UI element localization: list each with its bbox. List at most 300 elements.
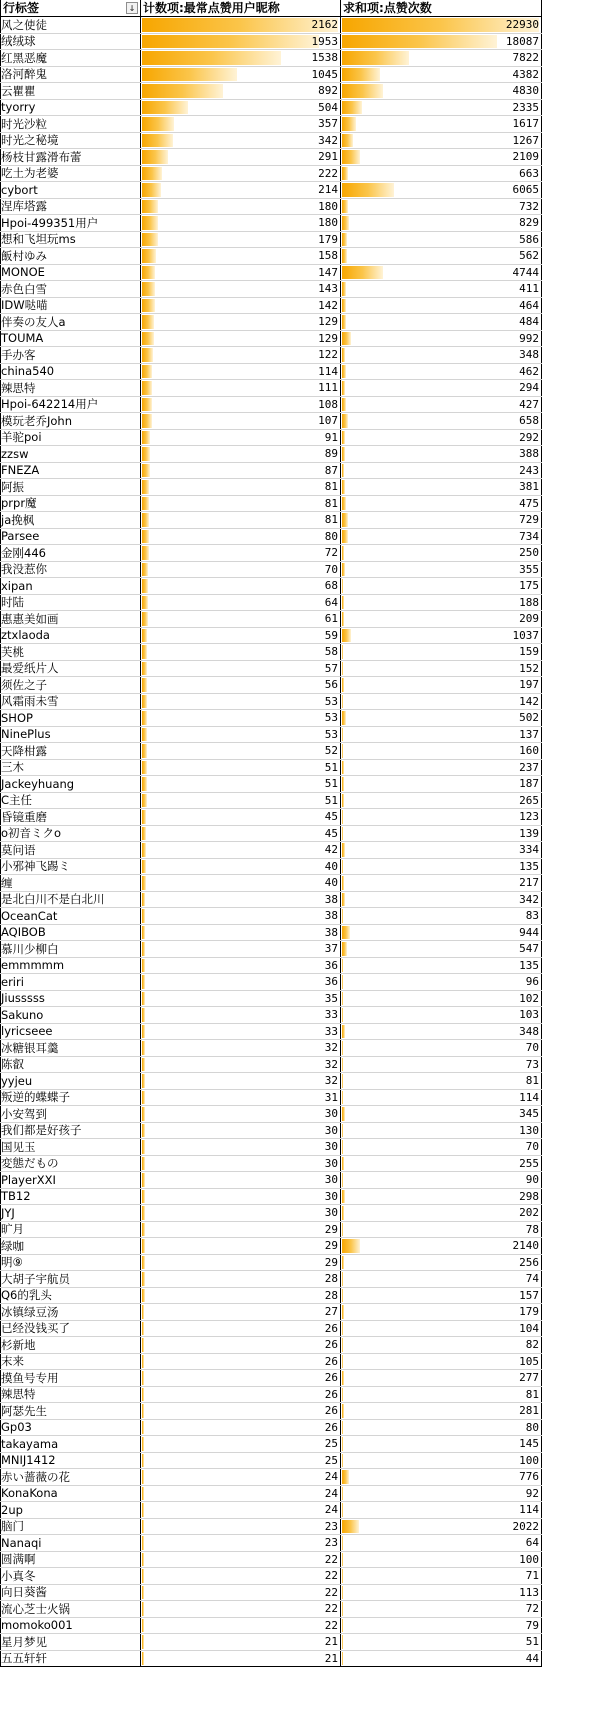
count-value-cell[interactable] xyxy=(141,495,341,512)
sum-value-cell[interactable] xyxy=(341,1601,542,1618)
table-row[interactable] xyxy=(1,1073,542,1090)
sum-value-cell[interactable] xyxy=(341,1634,542,1651)
sum-value-cell[interactable] xyxy=(341,1584,542,1601)
count-value-cell[interactable] xyxy=(141,1403,341,1420)
table-row[interactable] xyxy=(1,842,542,859)
count-value-cell[interactable] xyxy=(141,1023,341,1040)
table-row[interactable] xyxy=(1,1320,542,1337)
sum-value-cell[interactable] xyxy=(341,1436,542,1453)
table-row[interactable] xyxy=(1,1452,542,1469)
sum-value-cell[interactable] xyxy=(341,330,542,347)
count-value-cell[interactable] xyxy=(141,1271,341,1288)
row-label-cell[interactable]: NinePlus xyxy=(1,726,141,743)
sum-value-cell[interactable] xyxy=(341,1617,542,1634)
row-label-cell[interactable]: 大胡子宇航员 xyxy=(1,1271,141,1288)
table-row[interactable] xyxy=(1,347,542,364)
count-value-cell[interactable] xyxy=(141,1106,341,1123)
sum-value-cell[interactable] xyxy=(341,363,542,380)
sum-value-cell[interactable] xyxy=(341,1122,542,1139)
count-value-cell[interactable] xyxy=(141,1089,341,1106)
count-value-cell[interactable] xyxy=(141,50,341,67)
table-row[interactable] xyxy=(1,248,542,265)
table-row[interactable] xyxy=(1,924,542,941)
table-row[interactable] xyxy=(1,578,542,595)
count-value-cell[interactable] xyxy=(141,1436,341,1453)
row-label-cell[interactable]: 绒绒球 xyxy=(1,33,141,50)
count-value-cell[interactable] xyxy=(141,875,341,892)
count-value-cell[interactable] xyxy=(141,1584,341,1601)
table-row[interactable] xyxy=(1,545,542,562)
row-label-cell[interactable]: 旷月 xyxy=(1,1221,141,1238)
table-row[interactable] xyxy=(1,297,542,314)
count-value-cell[interactable] xyxy=(141,1287,341,1304)
sum-value-cell[interactable] xyxy=(341,83,542,100)
count-value-cell[interactable] xyxy=(141,1601,341,1618)
count-value-cell[interactable] xyxy=(141,627,341,644)
sum-value-cell[interactable] xyxy=(341,1403,542,1420)
row-label-cell[interactable]: prpr魔 xyxy=(1,495,141,512)
table-row[interactable] xyxy=(1,50,542,67)
count-value-cell[interactable] xyxy=(141,429,341,446)
sum-value-cell[interactable] xyxy=(341,479,542,496)
sum-value-cell[interactable] xyxy=(341,66,542,83)
row-label-cell[interactable]: TOUMA xyxy=(1,330,141,347)
table-row[interactable] xyxy=(1,17,542,34)
table-row[interactable] xyxy=(1,314,542,331)
table-row[interactable] xyxy=(1,1403,542,1420)
count-value-cell[interactable] xyxy=(141,1535,341,1552)
table-row[interactable] xyxy=(1,677,542,694)
row-label-cell[interactable]: lyricseee xyxy=(1,1023,141,1040)
table-row[interactable] xyxy=(1,281,542,298)
table-row[interactable] xyxy=(1,1386,542,1403)
sum-value-cell[interactable] xyxy=(341,495,542,512)
sum-value-cell[interactable] xyxy=(341,1056,542,1073)
table-row[interactable] xyxy=(1,149,542,166)
row-label-cell[interactable]: 阿瑟先生 xyxy=(1,1403,141,1420)
row-label-cell[interactable]: 时光沙粒 xyxy=(1,116,141,133)
row-label-cell[interactable]: 小安驾到 xyxy=(1,1106,141,1123)
row-label-cell[interactable]: 须佐之子 xyxy=(1,677,141,694)
row-label-cell[interactable]: PlayerXXI xyxy=(1,1172,141,1189)
table-row[interactable] xyxy=(1,1518,542,1535)
sum-value-cell[interactable] xyxy=(341,693,542,710)
sum-value-cell[interactable] xyxy=(341,1205,542,1222)
row-label-cell[interactable]: 时光之秘境 xyxy=(1,132,141,149)
row-label-cell[interactable]: o初音ミクo xyxy=(1,825,141,842)
table-row[interactable] xyxy=(1,528,542,545)
sum-value-cell[interactable] xyxy=(341,990,542,1007)
table-row[interactable] xyxy=(1,825,542,842)
count-value-cell[interactable] xyxy=(141,1221,341,1238)
table-row[interactable] xyxy=(1,1023,542,1040)
sum-value-cell[interactable] xyxy=(341,231,542,248)
count-value-cell[interactable] xyxy=(141,248,341,265)
sum-value-cell[interactable] xyxy=(341,677,542,694)
count-value-cell[interactable] xyxy=(141,677,341,694)
row-label-cell[interactable]: tyorry xyxy=(1,99,141,116)
count-value-cell[interactable] xyxy=(141,198,341,215)
count-value-cell[interactable] xyxy=(141,792,341,809)
sum-value-cell[interactable] xyxy=(341,875,542,892)
row-label-cell[interactable]: 変態だもの xyxy=(1,1155,141,1172)
count-value-cell[interactable] xyxy=(141,660,341,677)
row-label-cell[interactable]: MONOE xyxy=(1,264,141,281)
sum-value-cell[interactable] xyxy=(341,314,542,331)
sum-value-cell[interactable] xyxy=(341,149,542,166)
sum-value-cell[interactable] xyxy=(341,974,542,991)
count-value-cell[interactable] xyxy=(141,479,341,496)
count-value-cell[interactable] xyxy=(141,924,341,941)
sum-value-cell[interactable] xyxy=(341,1172,542,1189)
sum-value-cell[interactable] xyxy=(341,264,542,281)
sum-value-cell[interactable] xyxy=(341,545,542,562)
row-label-cell[interactable]: zzsw xyxy=(1,446,141,463)
table-row[interactable] xyxy=(1,231,542,248)
row-label-cell[interactable]: cybort xyxy=(1,182,141,199)
table-row[interactable] xyxy=(1,1304,542,1321)
row-label-cell[interactable]: Jackeyhuang xyxy=(1,776,141,793)
row-label-cell[interactable]: 惠惠美如画 xyxy=(1,611,141,628)
table-row[interactable] xyxy=(1,99,542,116)
count-value-cell[interactable] xyxy=(141,1155,341,1172)
sum-value-cell[interactable] xyxy=(341,462,542,479)
count-value-cell[interactable] xyxy=(141,1370,341,1387)
count-value-cell[interactable] xyxy=(141,908,341,925)
row-label-cell[interactable]: 杉新地 xyxy=(1,1337,141,1354)
count-value-cell[interactable] xyxy=(141,1040,341,1057)
sum-value-cell[interactable] xyxy=(341,297,542,314)
count-value-cell[interactable] xyxy=(141,297,341,314)
count-value-cell[interactable] xyxy=(141,1254,341,1271)
row-label-cell[interactable]: 模玩老乔John xyxy=(1,413,141,430)
row-label-cell[interactable]: 杨枝甘露滑布蕾 xyxy=(1,149,141,166)
table-row[interactable] xyxy=(1,1056,542,1073)
count-value-cell[interactable] xyxy=(141,330,341,347)
sum-value-cell[interactable] xyxy=(341,1370,542,1387)
filter-dropdown-icon[interactable]: ↓ xyxy=(126,2,138,14)
table-row[interactable] xyxy=(1,1617,542,1634)
sum-value-cell[interactable] xyxy=(341,1073,542,1090)
table-row[interactable] xyxy=(1,1221,542,1238)
row-label-cell[interactable]: 红黑恶魔 xyxy=(1,50,141,67)
table-row[interactable] xyxy=(1,1106,542,1123)
sum-value-cell[interactable] xyxy=(341,347,542,364)
count-value-cell[interactable] xyxy=(141,314,341,331)
count-value-cell[interactable] xyxy=(141,1518,341,1535)
row-label-cell[interactable]: 昏镜重磨 xyxy=(1,809,141,826)
sum-value-cell[interactable] xyxy=(341,1386,542,1403)
sum-value-cell[interactable] xyxy=(341,281,542,298)
row-label-cell[interactable]: 已经没钱买了 xyxy=(1,1320,141,1337)
table-row[interactable] xyxy=(1,726,542,743)
sum-value-cell[interactable] xyxy=(341,1254,542,1271)
table-row[interactable] xyxy=(1,743,542,760)
row-label-cell[interactable]: 国见玉 xyxy=(1,1139,141,1156)
sum-value-cell[interactable] xyxy=(341,1287,542,1304)
table-row[interactable] xyxy=(1,561,542,578)
row-label-cell[interactable]: MNIJ1412 xyxy=(1,1452,141,1469)
table-row[interactable] xyxy=(1,33,542,50)
row-label-cell[interactable]: 芙桃 xyxy=(1,644,141,661)
sum-value-cell[interactable] xyxy=(341,165,542,182)
count-value-cell[interactable] xyxy=(141,1568,341,1585)
count-value-cell[interactable] xyxy=(141,380,341,397)
count-value-cell[interactable] xyxy=(141,1056,341,1073)
sum-value-cell[interactable] xyxy=(341,1023,542,1040)
table-row[interactable] xyxy=(1,1601,542,1618)
row-label-cell[interactable]: emmmmm xyxy=(1,957,141,974)
table-row[interactable] xyxy=(1,1205,542,1222)
row-label-cell[interactable]: 赤い蔷薇の花 xyxy=(1,1469,141,1486)
count-value-cell[interactable] xyxy=(141,116,341,133)
table-row[interactable] xyxy=(1,611,542,628)
sum-value-cell[interactable] xyxy=(341,726,542,743)
count-value-cell[interactable] xyxy=(141,215,341,232)
row-label-cell[interactable]: takayama xyxy=(1,1436,141,1453)
table-row[interactable] xyxy=(1,215,542,232)
sum-value-cell[interactable] xyxy=(341,1485,542,1502)
table-row[interactable] xyxy=(1,974,542,991)
table-row[interactable] xyxy=(1,1551,542,1568)
table-row[interactable] xyxy=(1,1353,542,1370)
row-label-cell[interactable]: 辣思特 xyxy=(1,380,141,397)
sum-value-cell[interactable] xyxy=(341,1568,542,1585)
count-value-cell[interactable] xyxy=(141,413,341,430)
sum-value-cell[interactable] xyxy=(341,1469,542,1486)
row-label-cell[interactable]: 辣思特 xyxy=(1,1386,141,1403)
table-row[interactable] xyxy=(1,594,542,611)
table-row[interactable] xyxy=(1,759,542,776)
row-label-cell[interactable]: 末来 xyxy=(1,1353,141,1370)
count-value-cell[interactable] xyxy=(141,1650,341,1667)
count-value-cell[interactable] xyxy=(141,231,341,248)
count-value-cell[interactable] xyxy=(141,462,341,479)
table-row[interactable] xyxy=(1,1650,542,1667)
row-label-cell[interactable]: 明⑨ xyxy=(1,1254,141,1271)
row-label-cell[interactable]: 是北白川不是白北川 xyxy=(1,891,141,908)
row-label-cell[interactable]: ja挽枫 xyxy=(1,512,141,529)
table-row[interactable] xyxy=(1,66,542,83)
sum-value-cell[interactable] xyxy=(341,33,542,50)
count-value-cell[interactable] xyxy=(141,1139,341,1156)
table-row[interactable] xyxy=(1,512,542,529)
table-row[interactable] xyxy=(1,941,542,958)
sum-value-cell[interactable] xyxy=(341,413,542,430)
sum-value-cell[interactable] xyxy=(341,1452,542,1469)
sum-value-cell[interactable] xyxy=(341,116,542,133)
row-label-cell[interactable]: 缠 xyxy=(1,875,141,892)
table-row[interactable] xyxy=(1,446,542,463)
sum-value-cell[interactable] xyxy=(341,528,542,545)
count-value-cell[interactable] xyxy=(141,528,341,545)
table-row[interactable] xyxy=(1,165,542,182)
sum-value-cell[interactable] xyxy=(341,660,542,677)
row-label-cell[interactable]: eriri xyxy=(1,974,141,991)
table-row[interactable] xyxy=(1,1139,542,1156)
sum-value-cell[interactable] xyxy=(341,1139,542,1156)
row-label-cell[interactable]: 五五轩轩 xyxy=(1,1650,141,1667)
table-row[interactable] xyxy=(1,792,542,809)
sum-value-cell[interactable] xyxy=(341,1106,542,1123)
row-label-cell[interactable]: 我没惹你 xyxy=(1,561,141,578)
table-row[interactable] xyxy=(1,1485,542,1502)
sum-value-cell[interactable] xyxy=(341,429,542,446)
table-row[interactable] xyxy=(1,1337,542,1354)
sum-value-cell[interactable] xyxy=(341,132,542,149)
sum-value-cell[interactable] xyxy=(341,1518,542,1535)
table-row[interactable] xyxy=(1,1502,542,1519)
row-label-cell[interactable]: 赤色白雪 xyxy=(1,281,141,298)
sum-value-cell[interactable] xyxy=(341,248,542,265)
table-row[interactable] xyxy=(1,1007,542,1024)
count-value-cell[interactable] xyxy=(141,974,341,991)
count-value-cell[interactable] xyxy=(141,17,341,34)
sum-value-cell[interactable] xyxy=(341,578,542,595)
count-value-cell[interactable] xyxy=(141,149,341,166)
row-label-cell[interactable]: IDW哒喵 xyxy=(1,297,141,314)
count-value-cell[interactable] xyxy=(141,1122,341,1139)
row-label-cell[interactable]: 风之使徒 xyxy=(1,17,141,34)
table-row[interactable] xyxy=(1,1436,542,1453)
count-value-cell[interactable] xyxy=(141,644,341,661)
row-label-cell[interactable]: Sakuno xyxy=(1,1007,141,1024)
row-label-cell[interactable]: 向日葵酱 xyxy=(1,1584,141,1601)
row-label-cell[interactable]: 飯村ゆみ xyxy=(1,248,141,265)
table-row[interactable] xyxy=(1,809,542,826)
sum-value-cell[interactable] xyxy=(341,1089,542,1106)
table-row[interactable] xyxy=(1,1584,542,1601)
count-value-cell[interactable] xyxy=(141,1617,341,1634)
sum-value-cell[interactable] xyxy=(341,710,542,727)
table-row[interactable] xyxy=(1,1370,542,1387)
table-row[interactable] xyxy=(1,462,542,479)
table-row[interactable] xyxy=(1,264,542,281)
count-value-cell[interactable] xyxy=(141,990,341,1007)
table-row[interactable] xyxy=(1,1535,542,1552)
sum-value-cell[interactable] xyxy=(341,644,542,661)
count-value-cell[interactable] xyxy=(141,858,341,875)
count-value-cell[interactable] xyxy=(141,1469,341,1486)
table-row[interactable] xyxy=(1,858,542,875)
count-value-cell[interactable] xyxy=(141,1353,341,1370)
row-label-cell[interactable]: 圆满啊 xyxy=(1,1551,141,1568)
sum-value-cell[interactable] xyxy=(341,941,542,958)
count-value-cell[interactable] xyxy=(141,1502,341,1519)
row-label-cell[interactable]: Hpoi-499351用户 xyxy=(1,215,141,232)
sum-value-cell[interactable] xyxy=(341,842,542,859)
sum-value-cell[interactable] xyxy=(341,792,542,809)
count-value-cell[interactable] xyxy=(141,1452,341,1469)
count-value-cell[interactable] xyxy=(141,1205,341,1222)
sum-value-cell[interactable] xyxy=(341,1188,542,1205)
row-label-cell[interactable]: 洛河醉鬼 xyxy=(1,66,141,83)
count-value-cell[interactable] xyxy=(141,809,341,826)
count-value-cell[interactable] xyxy=(141,66,341,83)
row-label-cell[interactable]: Hpoi-642214用户 xyxy=(1,396,141,413)
table-row[interactable] xyxy=(1,1254,542,1271)
table-row[interactable] xyxy=(1,1568,542,1585)
count-value-cell[interactable] xyxy=(141,1386,341,1403)
count-value-cell[interactable] xyxy=(141,726,341,743)
count-value-cell[interactable] xyxy=(141,1419,341,1436)
sum-value-cell[interactable] xyxy=(341,1337,542,1354)
sum-value-cell[interactable] xyxy=(341,1353,542,1370)
row-label-cell[interactable]: Parsee xyxy=(1,528,141,545)
row-label-cell[interactable]: 时陆 xyxy=(1,594,141,611)
table-row[interactable] xyxy=(1,1155,542,1172)
table-row[interactable] xyxy=(1,1089,542,1106)
sum-value-cell[interactable] xyxy=(341,1238,542,1255)
sum-value-cell[interactable] xyxy=(341,50,542,67)
count-value-cell[interactable] xyxy=(141,1485,341,1502)
row-label-cell[interactable]: FNEZA xyxy=(1,462,141,479)
row-label-cell[interactable]: OceanCat xyxy=(1,908,141,925)
row-label-cell[interactable]: 涅库塔露 xyxy=(1,198,141,215)
count-value-cell[interactable] xyxy=(141,710,341,727)
table-row[interactable] xyxy=(1,330,542,347)
row-label-cell[interactable]: 我们都是好孩子 xyxy=(1,1122,141,1139)
count-value-cell[interactable] xyxy=(141,1304,341,1321)
sum-value-cell[interactable] xyxy=(341,1155,542,1172)
sum-value-cell[interactable] xyxy=(341,891,542,908)
table-row[interactable] xyxy=(1,957,542,974)
table-row[interactable] xyxy=(1,83,542,100)
table-row[interactable] xyxy=(1,1419,542,1436)
row-label-cell[interactable]: 陈叡 xyxy=(1,1056,141,1073)
row-label-cell[interactable]: Jiusssss xyxy=(1,990,141,1007)
table-row[interactable] xyxy=(1,644,542,661)
count-value-cell[interactable] xyxy=(141,83,341,100)
count-value-cell[interactable] xyxy=(141,1320,341,1337)
sum-value-cell[interactable] xyxy=(341,1221,542,1238)
table-row[interactable] xyxy=(1,875,542,892)
table-row[interactable] xyxy=(1,1469,542,1486)
count-value-cell[interactable] xyxy=(141,561,341,578)
count-value-cell[interactable] xyxy=(141,1551,341,1568)
sum-value-cell[interactable] xyxy=(341,825,542,842)
row-label-cell[interactable]: xipan xyxy=(1,578,141,595)
count-value-cell[interactable] xyxy=(141,182,341,199)
row-label-cell[interactable]: 伴奏の友人a xyxy=(1,314,141,331)
row-label-cell[interactable]: 小邪神飞踢ミ xyxy=(1,858,141,875)
count-value-cell[interactable] xyxy=(141,1172,341,1189)
sum-value-cell[interactable] xyxy=(341,957,542,974)
count-value-cell[interactable] xyxy=(141,1188,341,1205)
count-column-header[interactable]: 计数项:最常点赞用户昵称 xyxy=(141,0,341,17)
row-label-cell[interactable]: 风霜雨未雪 xyxy=(1,693,141,710)
count-value-cell[interactable] xyxy=(141,99,341,116)
row-label-cell[interactable]: 最爱纸片人 xyxy=(1,660,141,677)
table-row[interactable] xyxy=(1,990,542,1007)
table-row[interactable] xyxy=(1,660,542,677)
row-label-cell[interactable]: 2up xyxy=(1,1502,141,1519)
count-value-cell[interactable] xyxy=(141,1007,341,1024)
count-value-cell[interactable] xyxy=(141,396,341,413)
row-label-cell[interactable]: 莫问语 xyxy=(1,842,141,859)
row-label-cell[interactable]: ztxlaoda xyxy=(1,627,141,644)
table-row[interactable] xyxy=(1,396,542,413)
sum-value-cell[interactable] xyxy=(341,1304,542,1321)
row-label-cell[interactable]: AQIBOB xyxy=(1,924,141,941)
row-label-cell[interactable]: 叛逆的蝶蝶子 xyxy=(1,1089,141,1106)
table-row[interactable] xyxy=(1,1287,542,1304)
row-label-cell[interactable]: JYJ xyxy=(1,1205,141,1222)
sum-value-cell[interactable] xyxy=(341,512,542,529)
table-row[interactable] xyxy=(1,776,542,793)
table-row[interactable] xyxy=(1,380,542,397)
count-value-cell[interactable] xyxy=(141,1073,341,1090)
